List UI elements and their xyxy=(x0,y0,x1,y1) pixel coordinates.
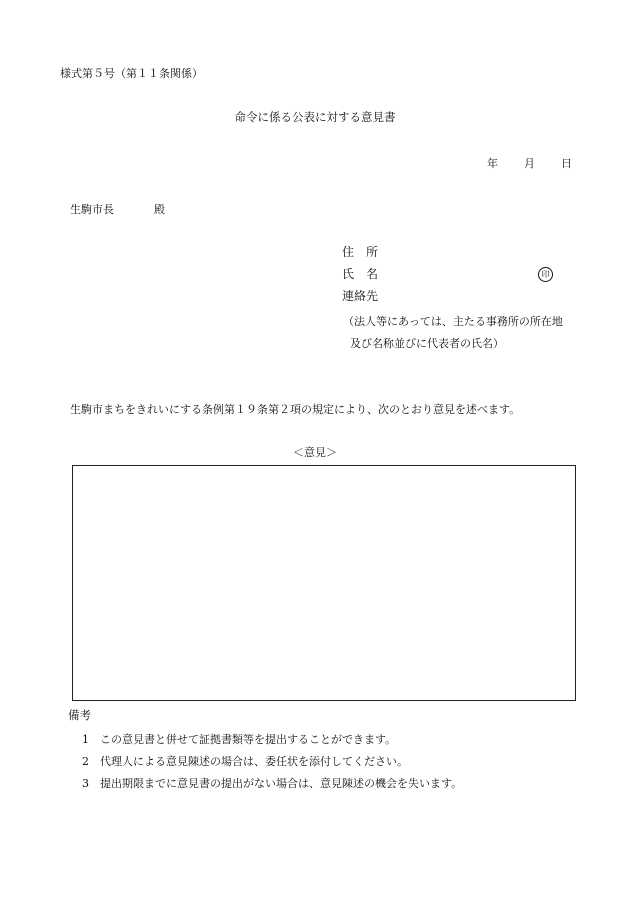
remark-text: この意見書と併せて証拠書類等を提出することができます。 xyxy=(100,733,397,746)
contact-row xyxy=(342,289,378,311)
date-month-label: 月 xyxy=(524,157,535,170)
name-row xyxy=(342,267,550,289)
opinion-box xyxy=(72,465,576,701)
name-label: 氏 名 xyxy=(342,267,379,281)
remark-text: 提出期限までに意見書の提出がない場合は、意見陳述の機会を失います。 xyxy=(100,777,463,790)
contact-label: 連絡先 xyxy=(342,289,379,303)
remark-item xyxy=(82,755,408,768)
remark-number: 1 xyxy=(82,733,89,746)
applicant-block xyxy=(342,245,550,311)
remark-number: 3 xyxy=(82,777,89,790)
remark-number: 2 xyxy=(82,755,89,768)
date-year-label: 年 xyxy=(487,157,498,170)
remark-item xyxy=(82,777,462,790)
corporate-note-line2: 及び名称並びに代表者の氏名） xyxy=(350,337,504,350)
statement-text: 生駒市まちをきれいにする条例第１９条第２項の規定により、次のとおり意見を述べます。 xyxy=(70,403,521,416)
remark-text: 代理人による意見陳述の場合は、委任状を添付してください。 xyxy=(100,755,408,768)
address-row xyxy=(342,245,378,267)
opinion-label: ＜意見＞ xyxy=(293,446,337,459)
remarks-heading: 備考 xyxy=(68,708,91,722)
addressee-name: 生駒市長 xyxy=(70,203,114,216)
corporate-note-line1: （法人等にあっては、主たる事務所の所在地 xyxy=(343,315,563,328)
document-title: 命令に係る公表に対する意見書 xyxy=(234,110,396,124)
addressee xyxy=(70,203,165,216)
form-number: 様式第５号（第１１条関係） xyxy=(60,67,203,80)
address-label: 住 所 xyxy=(342,245,379,259)
seal-mark: 印 xyxy=(538,267,553,282)
date-line xyxy=(487,157,572,170)
date-day-label: 日 xyxy=(561,157,572,170)
remark-item xyxy=(82,733,396,746)
addressee-honorific: 殿 xyxy=(154,203,165,216)
